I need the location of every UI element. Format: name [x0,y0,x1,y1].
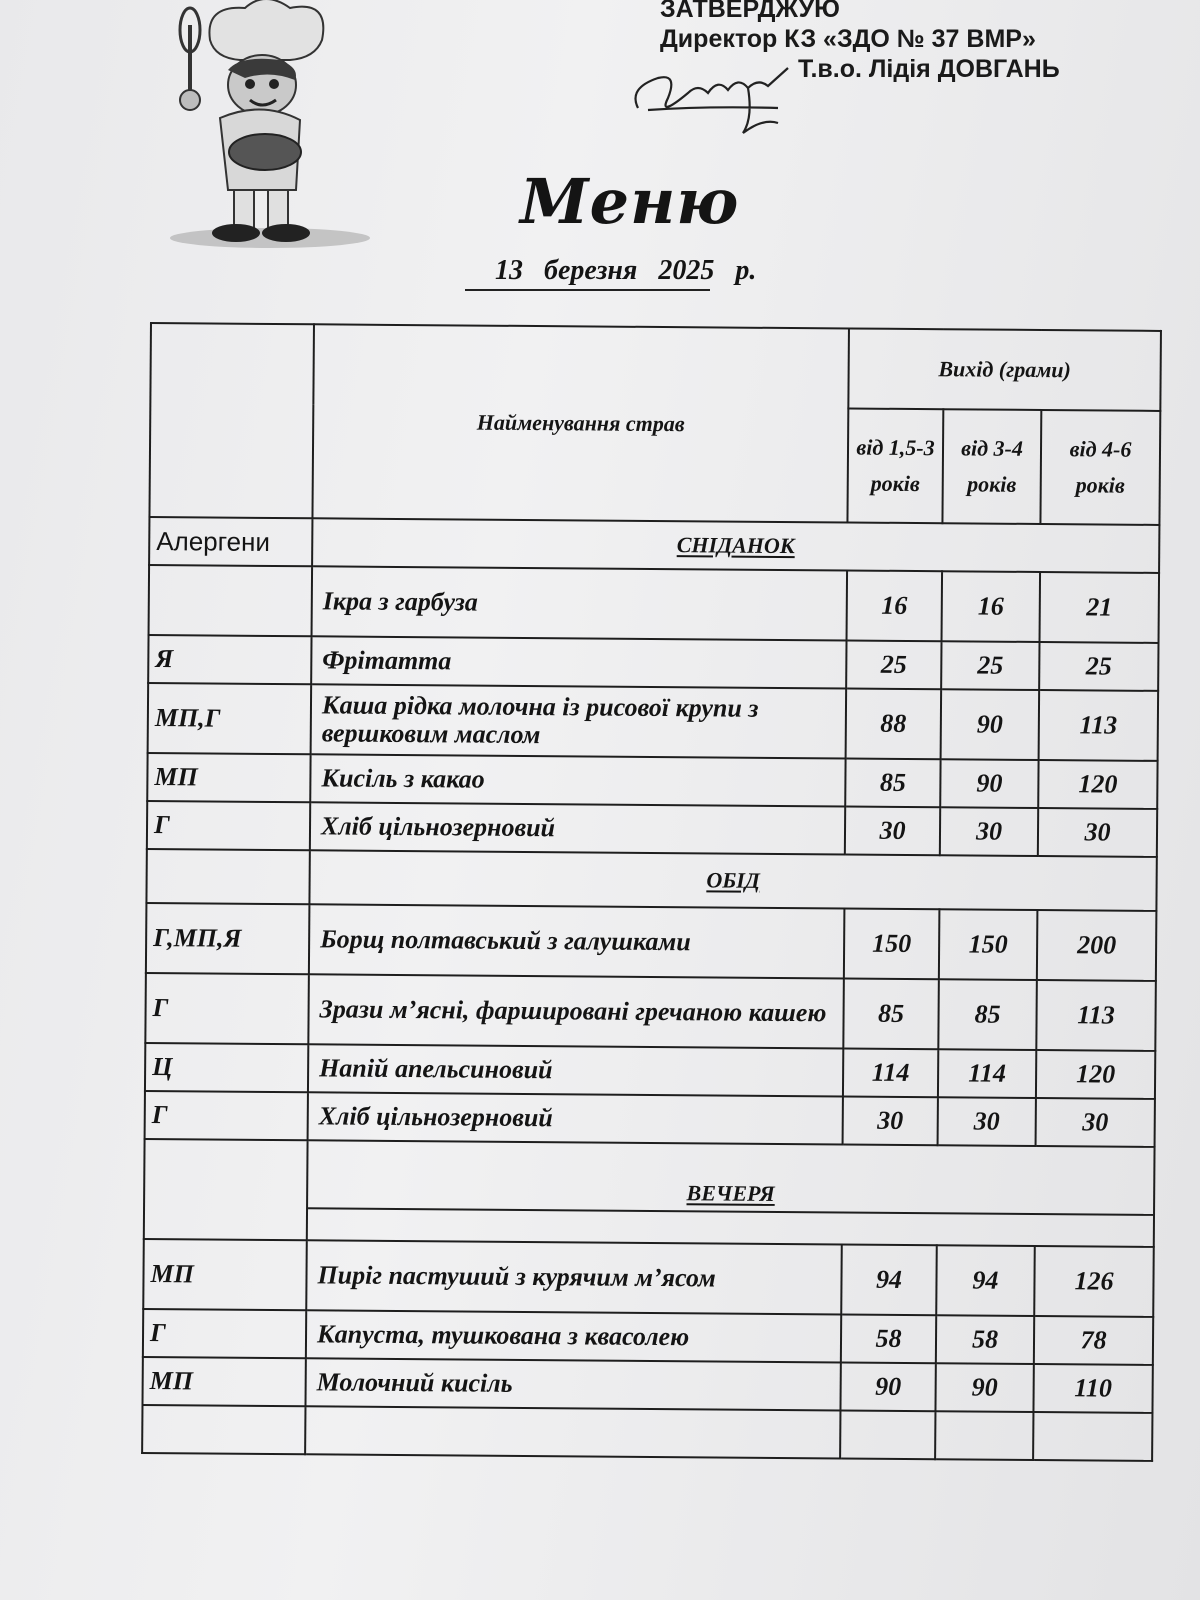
section-empty-cell [146,849,309,904]
portion-2-cell: 94 [936,1245,1035,1316]
portion-1-cell: 85 [843,978,939,1049]
allergens-cell: МП [143,1239,307,1310]
table-row [145,1043,1155,1099]
allergens-cell [149,565,313,636]
section-title [307,1140,1155,1247]
portion-1-cell: 25 [846,640,941,689]
table-row [146,903,1157,981]
portion-2-cell: 114 [938,1049,1036,1098]
empty-cell [1033,1412,1152,1461]
header-allergens: Алергени [149,517,312,566]
table-row [148,683,1159,761]
portion-1-cell: 94 [841,1244,937,1315]
empty-cell [142,1405,305,1454]
portion-1-cell: 85 [845,758,940,807]
allergens-cell: Г,МП,Я [146,903,310,974]
menu-date [465,255,835,287]
signature-icon [628,48,798,138]
portion-2-cell: 150 [939,909,1038,980]
approval-signatory: Т.в.о. Лідія ДОВГАНЬ [798,55,1060,83]
table-row [142,1357,1152,1413]
portion-3-cell: 113 [1036,980,1156,1051]
date-underline [465,289,710,291]
portion-2-cell: 90 [935,1363,1033,1412]
dish-cell: Капуста, тушкована з квасолею [306,1310,841,1362]
table-row [143,1309,1153,1365]
empty-cell [305,1406,840,1458]
section-title-text: СНІДАНОК [676,532,795,559]
dish-cell: Молочний кисіль [305,1358,840,1410]
portion-2-cell: 30 [940,807,1038,856]
portion-3-cell: 113 [1039,690,1159,761]
portion-1-cell: 150 [844,908,940,979]
allergens-cell: МП [147,753,310,802]
header-age-1: від 1,5-3 років [847,408,943,523]
section-title [309,850,1156,911]
portion-1-cell: 16 [847,570,943,641]
dish-cell: Ікра з гарбуза [312,566,848,640]
allergens-cell: Ц [145,1043,308,1092]
portion-1-cell: 30 [843,1096,938,1145]
allergens-cell: Г [145,973,309,1044]
portion-2-cell: 16 [942,571,1041,642]
portion-2-cell: 90 [941,689,1040,760]
table-row [145,973,1156,1051]
section-divider [308,1207,1153,1216]
empty-cell [840,1410,935,1459]
approval-director: Директор КЗ «ЗДО № 37 ВМР» [660,25,1036,53]
empty-cell [935,1411,1033,1460]
section-title [312,518,1159,573]
allergens-cell: Г [147,801,310,850]
portion-1-cell: 90 [840,1362,935,1411]
table-row [143,1239,1154,1317]
dish-cell: Каша рідка молочна із рисової крупи з вершковим маслом [311,684,847,758]
section-row-breakfast [149,517,1159,573]
allergens-cell: Г [143,1309,306,1358]
section-empty-cell [144,1139,308,1240]
dish-cell: Хліб цільнозерновий [308,1092,843,1144]
portion-1-cell: 58 [841,1314,936,1363]
section-row-lunch [146,849,1156,911]
section-title-text: ВЕЧЕРЯ [686,1180,775,1206]
dish-cell: Пиріг пастуший з курячим м’ясом [306,1240,842,1314]
table-row-empty [142,1405,1152,1461]
allergens-cell: МП,Г [148,683,312,754]
header-age-3: від 4-6 років [1040,410,1160,525]
portion-2-cell: 90 [940,759,1038,808]
portion-1-cell: 88 [846,688,942,759]
table-row [148,635,1158,691]
portion-2-cell: 85 [938,979,1037,1050]
approval-heading: ЗАТВЕРДЖУЮ [660,0,840,23]
portion-2-cell: 58 [936,1315,1034,1364]
page-title: Меню [520,165,740,238]
menu-date-text: 13 березня 2025 р. [495,255,757,286]
dish-cell: Кисіль з какао [310,754,845,806]
chef-illustration [150,0,450,260]
allergens-cell: МП [142,1357,305,1406]
dish-cell: Фрітатта [311,636,846,688]
dish-cell: Зрази м’ясні, фаршировані гречаною кашею [308,974,844,1048]
portion-3-cell: 25 [1039,642,1158,691]
table-row [147,801,1157,857]
header-dish-name: Найменування страв [312,324,849,522]
portion-1-cell: 114 [843,1048,938,1097]
dish-cell: Хліб цільнозерновий [310,802,845,854]
portion-1-cell: 30 [845,806,940,855]
section-title-text: ОБІД [706,867,760,893]
section-row-dinner [144,1139,1155,1247]
header-output: Вихід (грами) [848,328,1161,410]
allergens-cell: Г [145,1091,308,1140]
portion-3-cell: 126 [1034,1246,1154,1317]
allergens-cell: Я [148,635,311,684]
portion-3-cell: 30 [1038,808,1157,857]
header-row-1 [150,323,1161,411]
portion-3-cell: 110 [1033,1364,1152,1413]
table-row [145,1091,1155,1147]
portion-3-cell: 120 [1036,1050,1155,1099]
dish-cell: Напій апельсиновий [308,1044,843,1096]
portion-3-cell: 200 [1037,910,1157,981]
header-empty-cell [149,323,314,518]
portion-2-cell: 30 [938,1097,1036,1146]
table-row [149,565,1160,643]
table-row [147,753,1157,809]
portion-3-cell: 30 [1036,1098,1155,1147]
portion-2-cell: 25 [941,641,1039,690]
portion-3-cell: 120 [1038,760,1157,809]
header-age-2: від 3-4 років [942,409,1041,524]
menu-table [141,322,1162,1462]
dish-cell: Борщ полтавський з галушками [309,904,845,978]
portion-3-cell: 21 [1040,572,1160,643]
portion-3-cell: 78 [1034,1316,1153,1365]
